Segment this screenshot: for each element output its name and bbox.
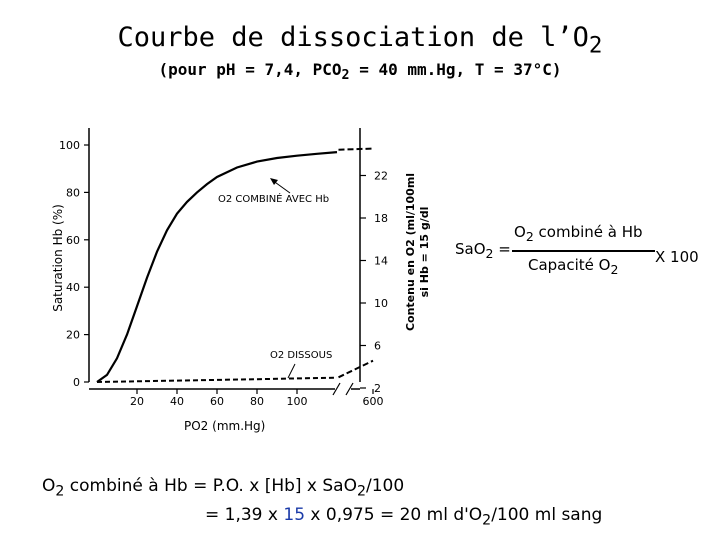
y-axis-right-label-line1: Contenu en O2 (ml/100ml [404, 172, 417, 332]
y-axis-right-label-line2: si Hb = 15 g/dl [418, 206, 431, 298]
formula-fraction-bar [512, 250, 655, 252]
y-left-tick-label: 60 [66, 233, 80, 247]
y-left-tick-label: 80 [66, 186, 80, 200]
series-combined-after-break [339, 149, 374, 150]
bottom-l2-blue: 15 [283, 505, 306, 526]
x-tick-label: 600 [362, 395, 384, 408]
formula-den-text: Capacité O [528, 256, 611, 274]
formula-eq: = [498, 240, 511, 258]
y-right-tick-label: 2 [374, 382, 381, 395]
bottom-l1-a: O [42, 476, 56, 496]
x-tick-label: 60 [210, 395, 224, 408]
formula-num-sub: 2 [525, 229, 534, 244]
formula-num-rest: combiné à Hb [533, 223, 643, 241]
y-right-tick-label: 6 [374, 339, 381, 353]
x-tick-label: 40 [170, 395, 184, 408]
formula-multiplier: X 100 [655, 248, 699, 266]
x-tick-label: 80 [250, 395, 264, 408]
y-right-tick-label: 14 [374, 254, 388, 268]
series-label-combined: O2 COMBINÉ AVEC Hb [218, 194, 330, 205]
y-left-tick-label: 0 [73, 376, 80, 389]
y-left-tick-label: 40 [66, 281, 80, 295]
series-dissolved-line [97, 378, 337, 382]
formula-lhs [455, 240, 511, 261]
bottom-l2-b: x 0,975 = 20 ml d'O [305, 505, 483, 526]
arrow-dissolved [288, 364, 295, 378]
title-subscript: 2 [588, 32, 603, 59]
formula-lhs-sub: 2 [485, 246, 494, 261]
x-tick-label: 100 [286, 395, 308, 408]
y-left-tick-label: 20 [66, 328, 80, 342]
x-axis-label: PO2 (mm.Hg) [184, 419, 266, 433]
bottom-equation [42, 474, 602, 533]
bottom-l2-c: /100 ml sang [491, 505, 603, 526]
subtitle-pre: (pour pH = 7,4, PCO [158, 60, 342, 79]
formula-numerator [514, 223, 643, 244]
y-right-tick-label: 10 [374, 297, 388, 310]
subtitle-subscript: 2 [341, 68, 350, 84]
bottom-l1-sub2: 2 [356, 483, 366, 500]
formula-num-text: O [514, 223, 526, 241]
x-tick-label: 20 [130, 395, 144, 408]
y-right-tick-label: 22 [374, 169, 388, 183]
bottom-l1-c: /100 [366, 476, 405, 496]
formula-denominator [528, 256, 618, 277]
bottom-l1-b: combiné à Hb = P.O. x [Hb] x SaO [64, 476, 357, 496]
y-axis-left-label: Saturation Hb (%) [51, 204, 65, 312]
y-right-tick-label: 18 [374, 212, 388, 225]
formula-den-sub: 2 [610, 262, 619, 277]
bottom-l1-sub1: 2 [55, 483, 65, 500]
bottom-l2-a: = 1,39 x [205, 505, 284, 526]
y-left-tick-label: 100 [59, 139, 80, 152]
series-label-dissolved: O2 DISSOUS [270, 350, 333, 361]
formula-lhs-text: SaO [455, 240, 486, 258]
subtitle-post: = 40 mm.Hg, T = 37°C) [349, 60, 562, 79]
title-text: Courbe de dissociation de l’O [117, 22, 589, 53]
series-combined-line [97, 152, 337, 382]
bottom-line-1 [42, 474, 602, 503]
series-dissolved-after-break [339, 361, 374, 378]
bottom-l2-sub: 2 [482, 512, 492, 529]
bottom-line-2 [42, 503, 602, 532]
